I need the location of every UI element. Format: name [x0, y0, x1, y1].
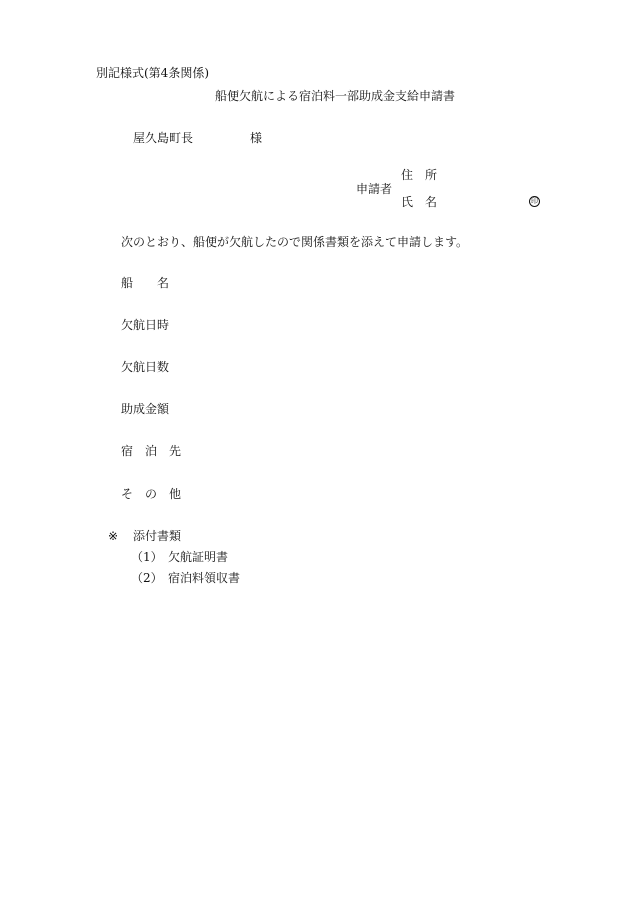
field-label-ship-name: 船 名: [121, 276, 170, 290]
addressee-honorific: 様: [250, 131, 263, 145]
attachments-heading: 添付書類: [133, 529, 182, 543]
applicant-address-label: 住 所: [401, 168, 438, 182]
form-title: 船便欠航による宿泊料一部助成金支給申請書: [215, 89, 456, 103]
applicant-name-label: 氏 名: [401, 195, 438, 209]
applicant-label: 申請者: [356, 182, 393, 196]
field-label-subsidy-amount: 助成金額: [121, 402, 170, 416]
form-label: 別記様式(第4条関係): [96, 66, 209, 80]
field-label-lodging: 宿 泊 先: [121, 444, 182, 458]
attachments-mark: ※: [108, 529, 119, 543]
attachment-label: 宿泊料領収書: [168, 571, 241, 585]
seal-mark-icon: 印: [531, 197, 538, 205]
attachment-number: （2）: [131, 571, 163, 585]
body-text: 次のとおり、船便が欠航したので関係書類を添えて申請します。: [121, 235, 469, 249]
field-label-other: そ の 他: [121, 487, 182, 501]
attachment-label: 欠航証明書: [168, 550, 229, 564]
field-label-cancel-datetime: 欠航日時: [121, 318, 170, 332]
addressee-name: 屋久島町長: [133, 131, 194, 145]
attachment-number: （1）: [131, 550, 163, 564]
field-label-cancel-days: 欠航日数: [121, 360, 170, 374]
